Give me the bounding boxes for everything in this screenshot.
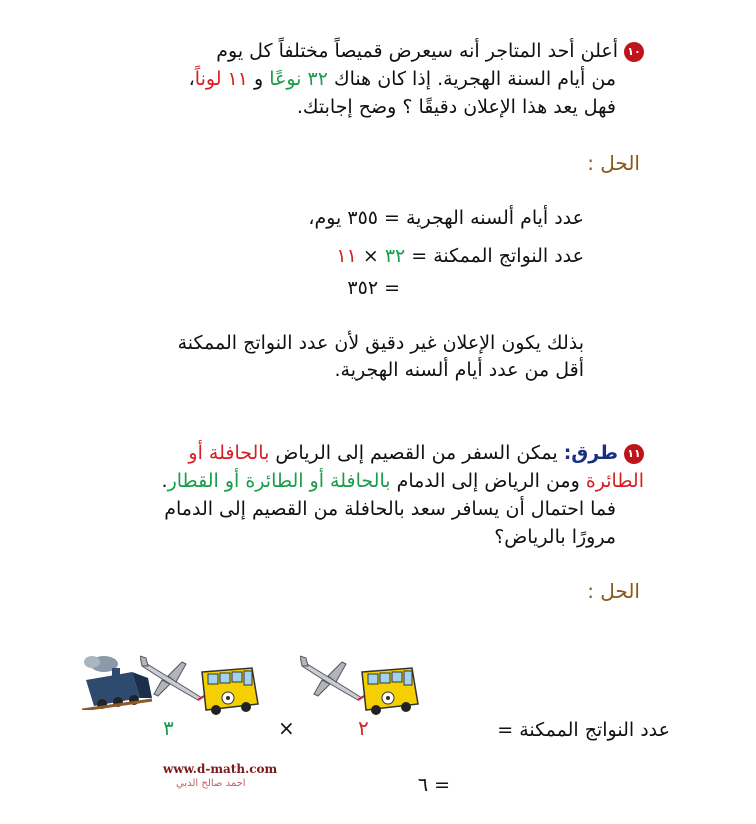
problem11-text-line1: يمكن السفر من القصيم إلى الرياض [269,442,564,464]
problem11-period: . [161,470,168,492]
solution-label-10: الحل : [587,151,640,175]
problem10-text-line1: أعلن أحد المتاجر أنه سيعرض قميصاً مختلفاً كل يوم [216,40,618,62]
days-line: عدد أيام ألسنه الهجرية = ٣٥٥ يوم، [308,207,584,229]
problem10-line3 [297,94,616,120]
problem10-line2 [189,66,616,92]
factor-green-11: ٣ [163,716,174,740]
problem10-colors: ١١ لوناً [194,68,248,90]
problem11-text-line2: ومن الرياض إلى الدمام [390,470,586,492]
problem10-comma: ، [188,68,195,90]
watermark-url: www.d-math.com [163,762,278,776]
problem11-line1 [188,440,644,466]
outcomes-label-10: عدد النواتج الممكنة = [405,245,584,267]
problem11-title: طرق: [563,442,618,464]
bus-icon [358,666,420,716]
problem11-line4: مرورًا بالرياض؟ [494,526,616,548]
times-sign-10: × [356,245,385,267]
problem10-text-line3: فهل يعد هذا الإعلان دقيقًا ؟ وضح إجابتك. [296,96,616,118]
outcomes-line-11: عدد النواتج الممكنة = [497,719,670,741]
problem11-option-red-1: بالحافلة أو [188,442,270,464]
airplane-icon [300,654,366,702]
outcomes-factor-green: ٣٢ [384,245,406,267]
watermark-author: احمد صالح الدبي [176,778,246,789]
problem11-line3: فما احتمال أن يسافر سعد بالحافلة من القصيم إلى الدمام [164,498,616,520]
problem10-text-line2a: من أيام السنة الهجرية. إذا كان هناك [327,68,616,90]
problem10-types: ٣٢ نوعًا [269,68,328,90]
airplane-icon [140,654,206,702]
times-sign-11: × [278,716,295,740]
problem10-badge: ١٠ [624,42,644,62]
result-line-10: = ٣٥٢ [347,277,400,299]
solution-label-11: الحل : [587,579,640,603]
problem11-option-red-2: الطائرة [585,470,644,492]
problem11-option-green: بالحافلة أو الطائرة أو القطار [167,470,391,492]
outcomes-factor-red: ١١ [336,245,357,267]
outcomes-line-10 [336,243,584,269]
problem11-line2 [162,468,644,494]
factor-red-11: ٢ [358,716,369,740]
conclusion-line2: أقل من عدد أيام ألسنه الهجرية. [334,359,584,381]
problem10-line1 [216,38,644,64]
conclusion-line1: بذلك يكون الإعلان غير دقيق لأن عدد النواتج الممكنة [177,332,584,354]
bus-icon [198,666,260,716]
final-result-11: = ٦ [417,774,450,796]
problem10-text-and: و [247,68,270,90]
problem11-badge: ١١ [624,444,644,464]
